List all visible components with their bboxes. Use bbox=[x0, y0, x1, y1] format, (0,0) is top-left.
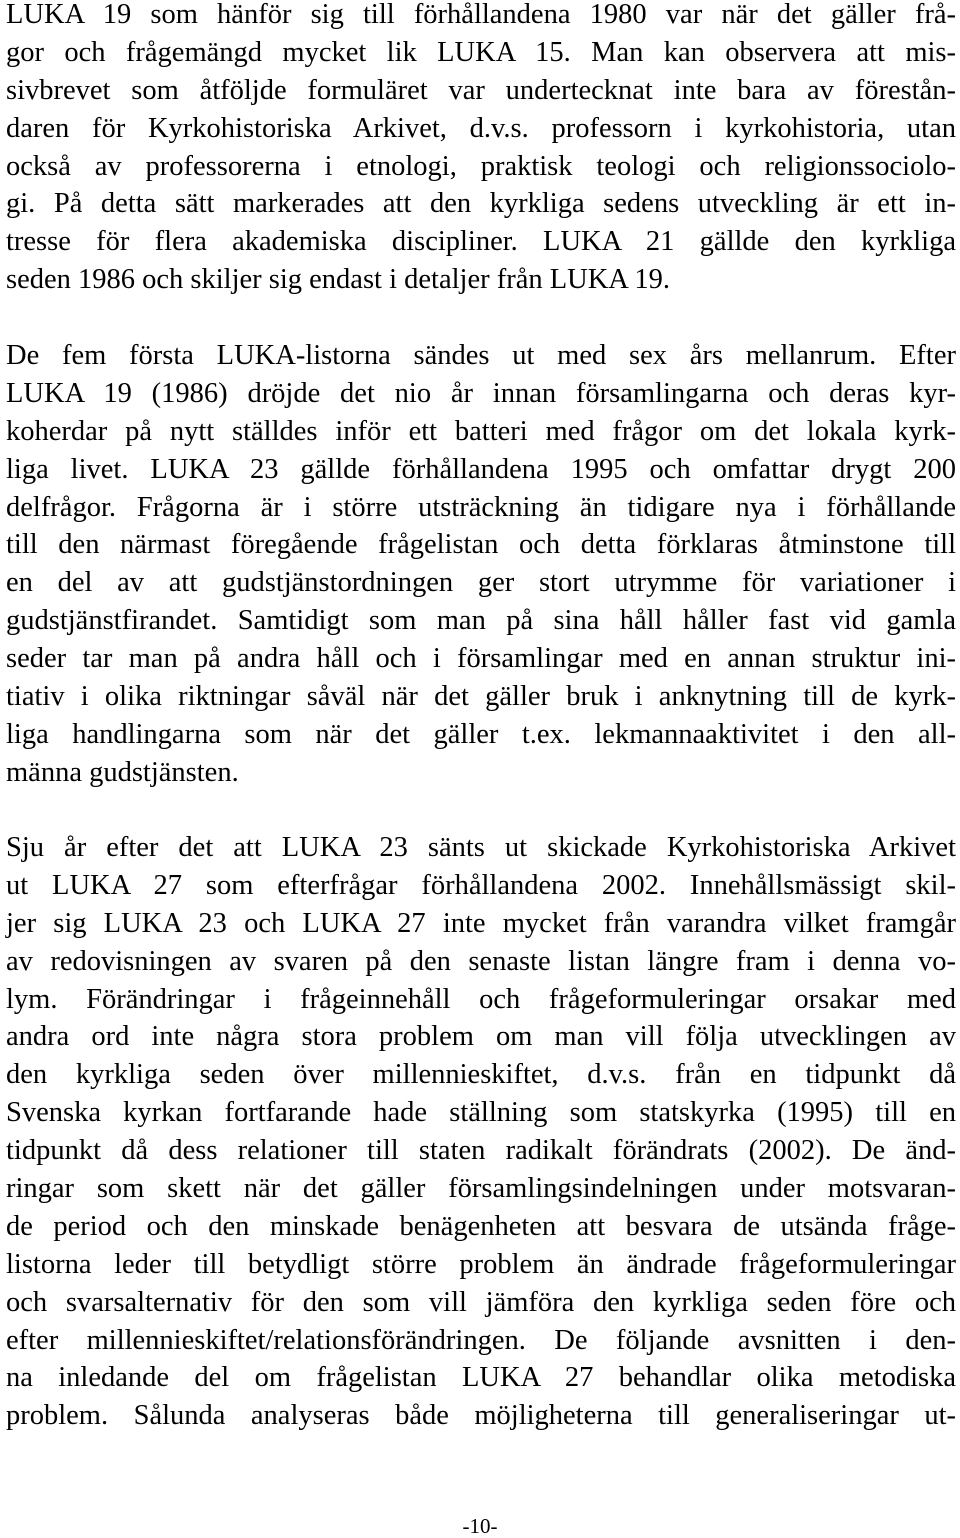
text-line: och svarsalternativ för den som vill jämföra den kyrkliga seden före och bbox=[6, 1286, 956, 1318]
text-line: till den närmast föregående frågelistan och detta förklaras åtminstone till bbox=[6, 529, 956, 561]
text-line: gudstjänstfirandet. Samtidigt som man på sina håll håller fast vid gamla bbox=[6, 605, 956, 637]
text-line: de period och den minskade benägenheten att besvara de utsända fråge- bbox=[6, 1210, 956, 1242]
text-line: också av professorerna i etnologi, praktisk teologi och religionssociolo- bbox=[6, 150, 956, 182]
text-line: tiativ i olika riktningar såväl när det gäller bruk i anknytning till de kyrk- bbox=[6, 681, 956, 713]
text-line: männa gudstjänsten. bbox=[6, 756, 239, 788]
paragraph-luka-23 bbox=[6, 337, 956, 792]
text-line: daren för Kyrkohistoriska Arkivet, d.v.s. professorn i kyrkohistoria, utan bbox=[6, 112, 956, 144]
text-line: Svenska kyrkan fortfarande hade ställning som statskyrka (1995) till en bbox=[6, 1097, 956, 1129]
text-line: tresse för flera akademiska discipliner. LUKA 21 gällde den kyrkliga bbox=[6, 226, 956, 258]
text-line: LUKA 19 (1986) dröjde det nio år innan församlingarna och deras kyr- bbox=[6, 377, 956, 409]
text-line: efter millennieskiftet/relationsförändringen. De följande avsnitten i den- bbox=[6, 1324, 956, 1356]
text-line: liga livet. LUKA 23 gällde förhållandena 1995 och omfattar drygt 200 bbox=[6, 453, 956, 485]
text-line: den kyrkliga seden över millennieskiftet, d.v.s. från en tidpunkt då bbox=[6, 1059, 956, 1091]
text-line: sivbrevet som åtföljde formuläret var undertecknat inte bara av förestån- bbox=[6, 74, 956, 106]
text-line: gi. På detta sätt markerades att den kyrkliga sedens utveckling är ett in- bbox=[6, 188, 956, 220]
text-line: seder tar man på andra håll och i församlingar med en annan struktur ini- bbox=[6, 643, 956, 675]
text-line: seden 1986 och skiljer sig endast i detaljer från LUKA 19. bbox=[6, 264, 671, 296]
text-line: lym. Förändringar i frågeinnehåll och frågeformuleringar orsakar med bbox=[6, 983, 956, 1015]
text-line: LUKA 19 som hänför sig till förhållandena 1980 var när det gäller frå- bbox=[6, 0, 956, 30]
text-line: andra ord inte några stora problem om man vill följa utvecklingen av bbox=[6, 1021, 956, 1053]
text-line: ringar som skett när det gäller församlingsindelningen under motsvaran- bbox=[6, 1173, 956, 1205]
text-line: na inledande del om frågelistan LUKA 27 behandlar olika metodiska bbox=[6, 1362, 956, 1394]
text-line: De fem första LUKA-listorna sändes ut med sex års mellanrum. Efter bbox=[6, 340, 956, 371]
text-line: ut LUKA 27 som efterfrågar förhållandena 2002. Innehållsmässigt skil- bbox=[6, 869, 956, 901]
text-line: gor och frågemängd mycket lik LUKA 15. Man kan observera att mis- bbox=[6, 36, 956, 68]
text-line: av redovisningen av svaren på den senaste listan längre fram i denna vo- bbox=[6, 945, 956, 977]
text-line: jer sig LUKA 23 och LUKA 27 inte mycket från varandra vilket framgår bbox=[6, 907, 956, 939]
text-line: koherdar på nytt ställdes inför ett batteri med frågor om det lokala kyrk- bbox=[6, 415, 956, 447]
paragraph-luka-27 bbox=[6, 829, 956, 1435]
text-line: liga handlingarna som när det gäller t.ex. lekmannaaktivitet i den all- bbox=[6, 718, 956, 750]
text-line: problem. Sålunda analyseras både möjligheterna till generaliseringar ut- bbox=[6, 1400, 956, 1432]
text-line: tidpunkt då dess relationer till staten radikalt förändrats (2002). De änd- bbox=[6, 1135, 956, 1167]
text-line: en del av att gudstjänstordningen ger stort utrymme för variationer i bbox=[6, 567, 956, 599]
page-number: -10- bbox=[462, 1514, 498, 1538]
text-line: Sju år efter det att LUKA 23 sänts ut skickade Kyrkohistoriska Arkivet bbox=[6, 832, 956, 863]
text-line: delfrågor. Frågorna är i större utsträckning än tidigare nya i förhållande bbox=[6, 491, 956, 523]
paragraph-luka-19 bbox=[6, 0, 956, 299]
text-line: listorna leder till betydligt större problem än ändrade frågeformuleringar bbox=[6, 1248, 956, 1280]
